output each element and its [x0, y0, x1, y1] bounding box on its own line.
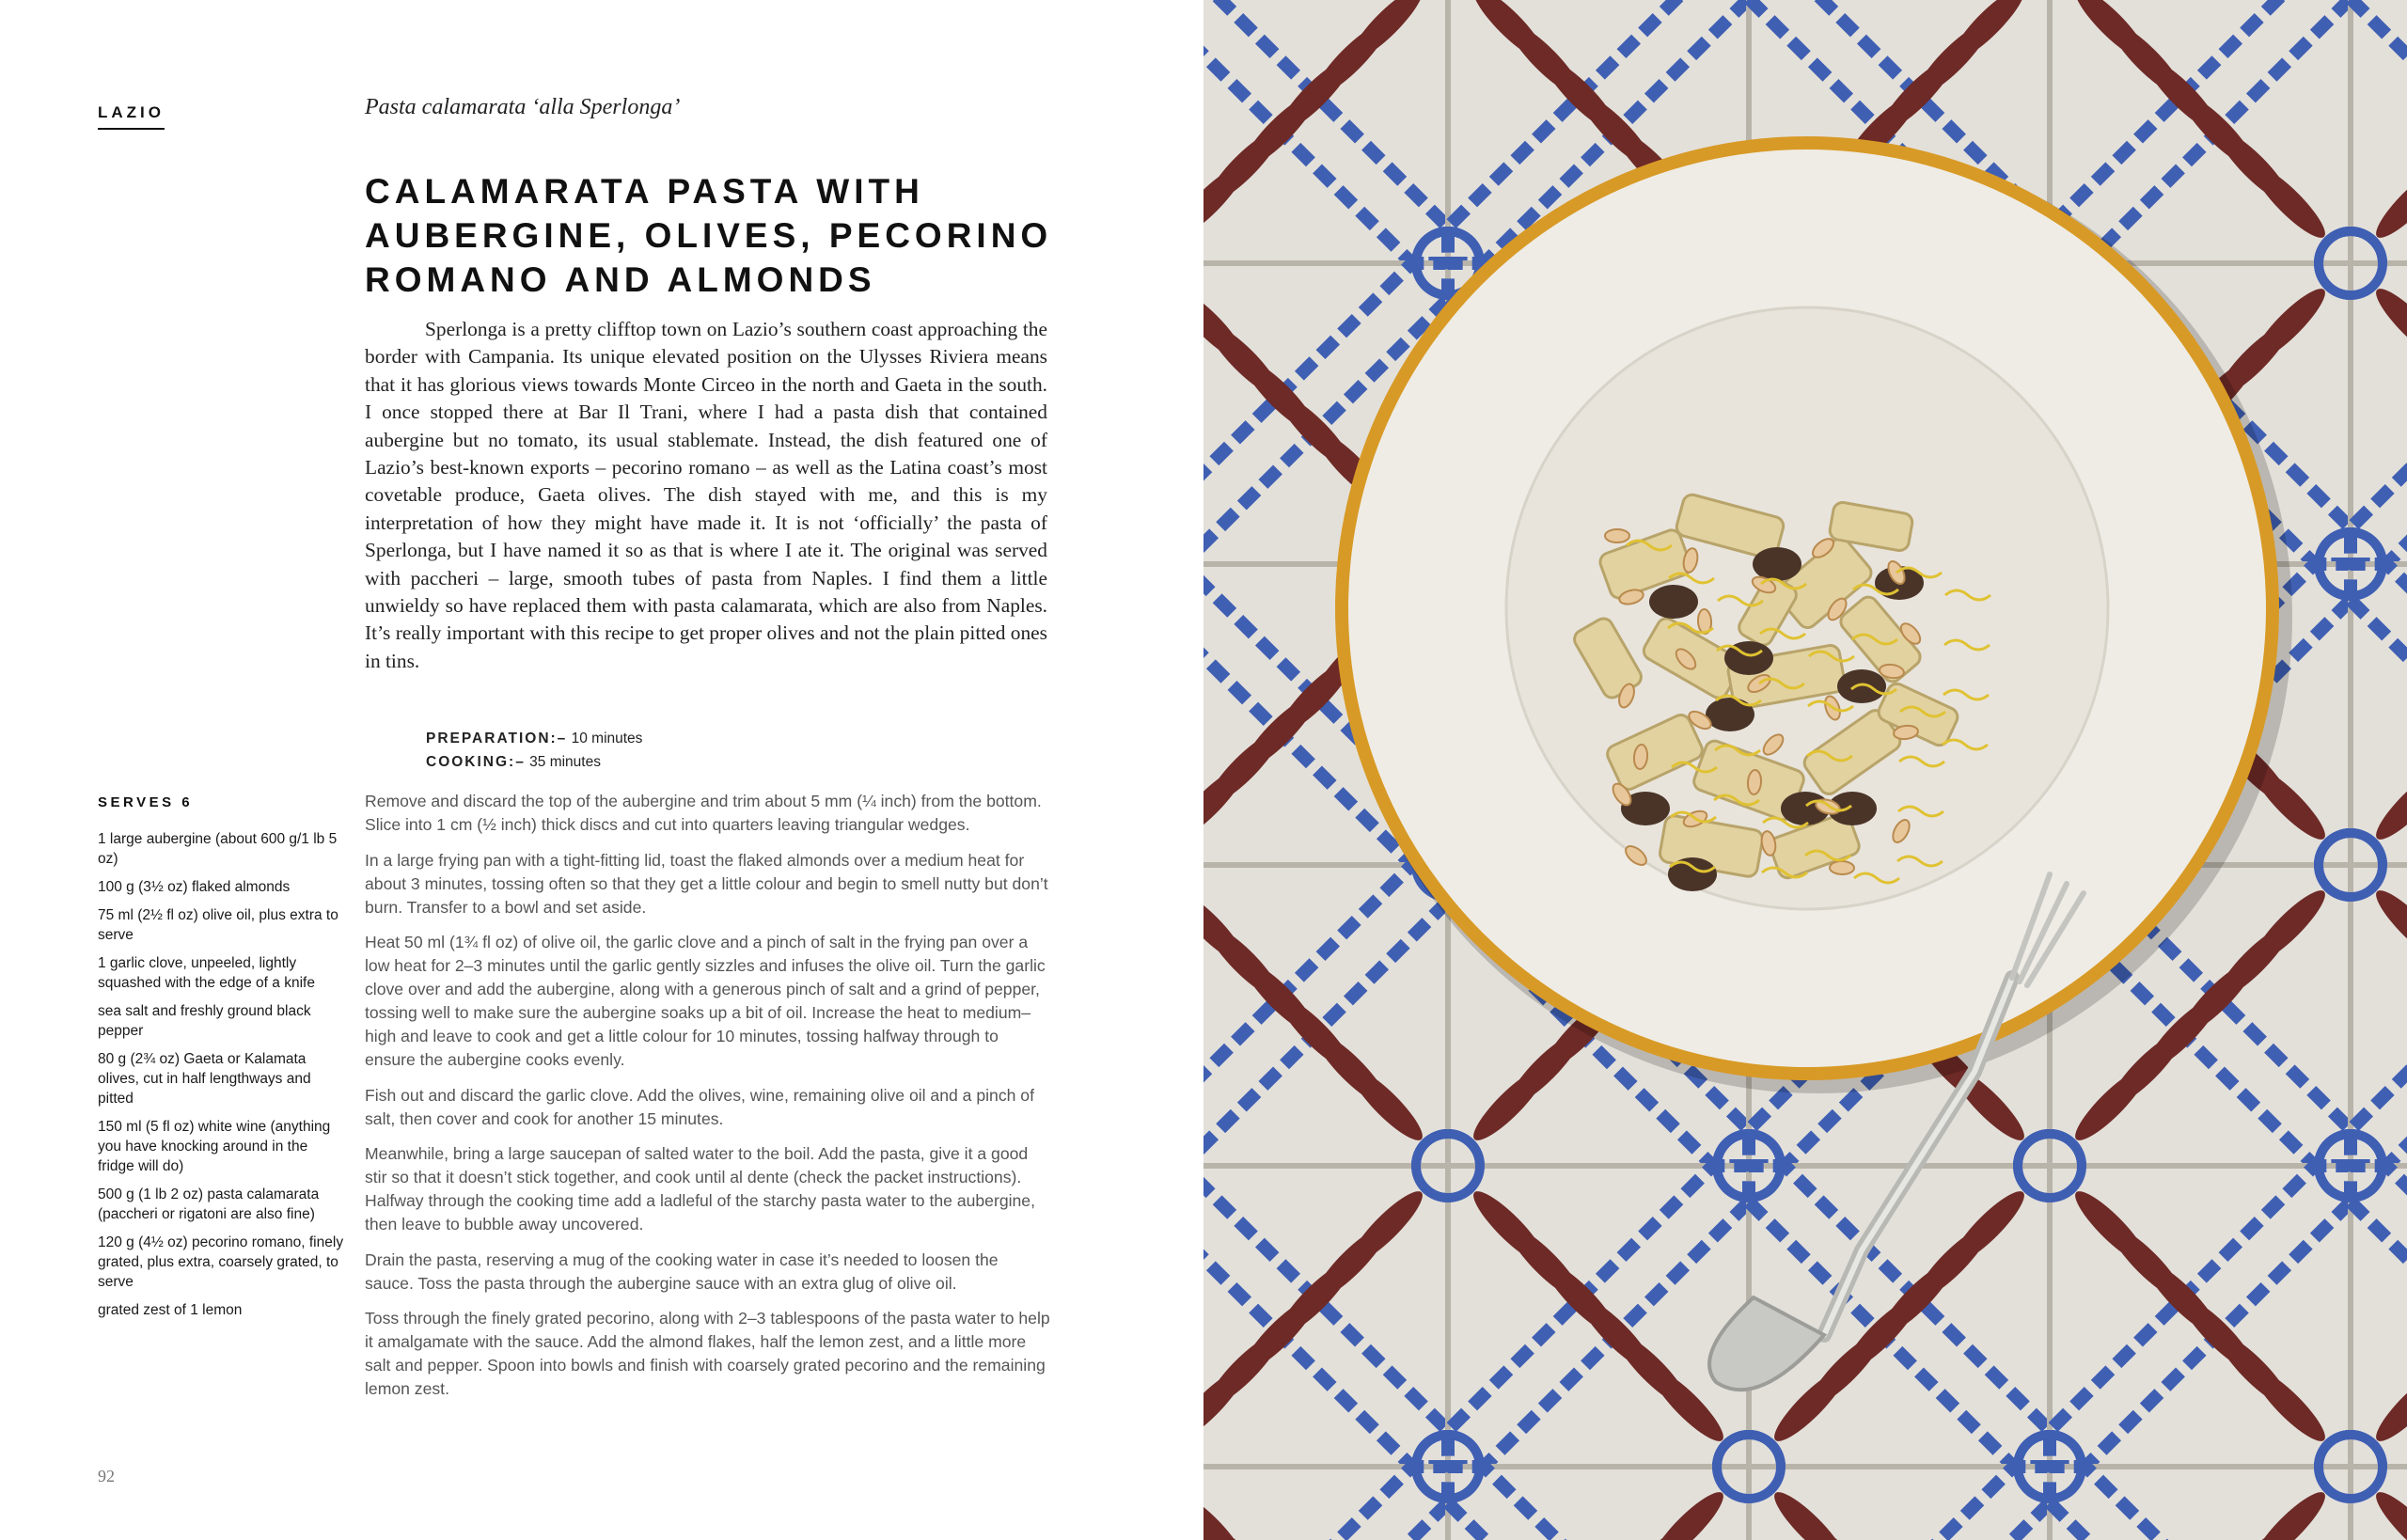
- cooking-label: COOKING:–: [426, 754, 526, 770]
- page-number: 92: [98, 1467, 115, 1485]
- photo-page: [1204, 0, 2407, 1540]
- ingredient-item: 75 ml (2½ fl oz) olive oil, plus extra to serve: [98, 907, 338, 943]
- serves-label: SERVES 6: [98, 794, 194, 810]
- preparation-time: [426, 727, 642, 750]
- preparation-value: 10 minutes: [571, 731, 643, 746]
- method-step: In a large frying pan with a tight-fitting lid, toast the flaked almonds over a medium heat for about 3 minutes, tossing often so that they get a little colour and begin to smell nutty but don’t burn. Transfer to a bowl and set aside.: [365, 850, 1048, 917]
- method-step: Drain the pasta, reserving a mug of the cooking water in case it’s needed to loosen the sauce. Toss the pasta through the aubergine sauce with an extra glug of olive oil.: [365, 1249, 999, 1293]
- almond-flake: [1830, 861, 1854, 874]
- cooking-time: [426, 750, 642, 774]
- recipe-intro: Sperlonga is a pretty clifftop town on Lazio’s southern coast approaching the border with Campania. Its unique elevated position on the Ulysses Riviera means that it has glorious views towards Monte Circeo in the north and Gaeta in the south. I once stopped there at Bar Il Trani, where I had a pasta dish that contained aubergine but no tomato, its usual stablemate. Instead, the dish featured one of Lazio’s best-known exports – pecorino romano – as well as the Latina coast’s most covetable produce, Gaeta olives. The dish stayed with me, and this is my interpretation of how they might have made it. It is not ‘officially’ the pasta of Sperlonga, but I have named it so as that is where I ate it. The original was served with paccheri – large, smooth tubes of pasta from Naples. I find them a little unwieldy so have replaced them with pasta calamarata, which are also from Naples. It’s really important with this recipe to get proper olives and not the plain pitted ones in tins.: [365, 318, 1047, 672]
- time-info: [426, 727, 642, 774]
- method-step: Toss through the finely grated pecorino, along with 2–3 tablespoons of the pasta water to help it amalgamate with the sauce. Add the almond flakes, half the lemon zest, and a little more salt and pepper. Spoon into bowls and finish with coarsely grated pecorino and the remaining lemon zest.: [365, 1309, 1050, 1398]
- ingredient-item: 150 ml (5 fl oz) white wine (anything you have knocking around in the fridge will do): [98, 1119, 331, 1174]
- cooking-value: 35 minutes: [529, 754, 601, 770]
- ingredient-item: 1 large aubergine (about 600 g/1 lb 5 oz): [98, 831, 338, 867]
- aubergine-piece: [1753, 547, 1801, 581]
- ingredient-item: 500 g (1 lb 2 oz) pasta calamarata (paccheri or rigatoni are also fine): [98, 1186, 320, 1222]
- ingredient-item: 80 g (2¾ oz) Gaeta or Kalamata olives, cut in half lengthways and pitted: [98, 1051, 311, 1107]
- ingredient-item: grated zest of 1 lemon: [98, 1302, 243, 1318]
- floor-tile: [1204, 0, 1480, 295]
- ingredients-list: [98, 829, 344, 1328]
- ingredient-item: sea salt and freshly ground black pepper: [98, 1003, 311, 1039]
- recipe-title: CALAMARATA PASTA WITH AUBERGINE, OLIVES, PECORINO ROMANO AND ALMONDS: [365, 172, 1053, 299]
- aubergine-piece: [1837, 669, 1886, 703]
- method-steps: [365, 790, 1051, 1413]
- preparation-label: PREPARATION:–: [426, 731, 568, 746]
- pasta-dish-photo: [1204, 0, 2407, 1540]
- ingredient-item: 120 g (4½ oz) pecorino romano, finely grated, plus extra, coarsely grated, to serve: [98, 1234, 344, 1290]
- aubergine-piece: [1706, 698, 1754, 731]
- ingredient-item: 1 garlic clove, unpeeled, lightly squashed with the edge of a knife: [98, 955, 315, 991]
- method-step: Fish out and discard the garlic clove. Add the olives, wine, remaining olive oil and a pinch of salt, then cover and cook for another 15 minutes.: [365, 1085, 1034, 1128]
- method-step: Remove and discard the top of the aubergine and trim about 5 mm (¼ inch) from the bottom. Slice into 1 cm (½ inch) thick discs and cut into quarters leaving triangular wedges.: [365, 792, 1042, 834]
- ingredient-item: 100 g (3½ oz) flaked almonds: [98, 879, 291, 895]
- almond-flake: [1605, 529, 1629, 542]
- method-step: Meanwhile, bring a large saucepan of salted water to the boil. Add the pasta, give it a good stir so that it doesn’t stick together, and cook until al dente (check the packet instructions). Halfway through the cooking time add a ladleful of the starchy pasta water to the aubergine, then leave to bubble away uncovered.: [365, 1144, 1035, 1234]
- recipe-subtitle: Pasta calamarata ‘alla Sperlonga’: [365, 95, 681, 119]
- region-label: LAZIO: [98, 103, 165, 130]
- floor-tile: [1204, 1134, 1480, 1499]
- method-step: Heat 50 ml (1¾ fl oz) of olive oil, the garlic clove and a pinch of salt in the frying pan over a low heat for 2–3 minutes until the garlic gently sizzles and infuses the olive oil. Turn the garlic clove over and add the aubergine, along with a generous pinch of salt and a grind of pepper, tossing well to make sure the aubergine soaks up a bit of oil. Increase the heat to medium–high and leave to cook and get a little colour for 10 minutes, tossing halfway through to ensure the aubergine cooks evenly.: [365, 933, 1046, 1069]
- aubergine-piece: [1649, 585, 1698, 619]
